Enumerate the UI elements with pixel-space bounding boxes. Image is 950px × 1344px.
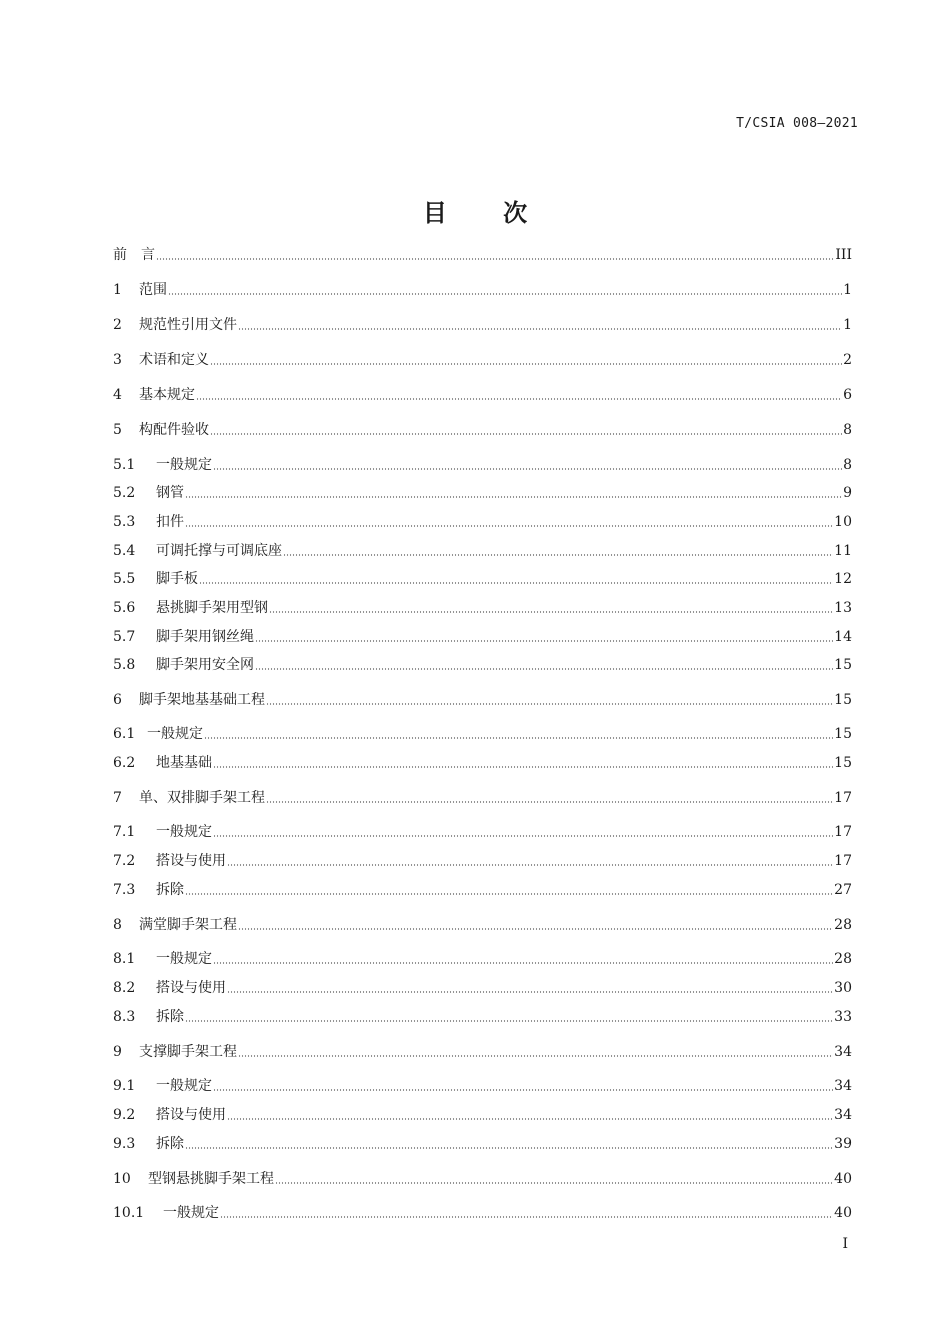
dot-leader: [199, 582, 833, 584]
dot-leader: [213, 1089, 833, 1091]
dot-leader: [168, 293, 842, 295]
toc-entry-number: 7.3: [113, 882, 136, 898]
dot-leader: [185, 496, 842, 498]
toc-entry[interactable]: [113, 978, 852, 998]
toc-entry-page: 30: [834, 980, 852, 996]
toc-entry-number: 5.7: [113, 629, 136, 645]
dot-leader: [213, 468, 842, 470]
toc-entry[interactable]: [113, 851, 852, 871]
toc-entry[interactable]: [113, 280, 852, 300]
toc-entry-page: 1: [843, 282, 852, 298]
toc-entry-title: 搭设与使用: [156, 1107, 226, 1123]
toc-entry-title: 地基基础: [156, 755, 212, 771]
toc-entry-number: 1: [113, 282, 122, 298]
toc-entry-page: 28: [834, 917, 852, 933]
toc-entry-title: 拆除: [156, 882, 184, 898]
dot-leader: [204, 737, 833, 739]
toc-entry[interactable]: [113, 822, 852, 842]
dot-leader: [213, 766, 833, 768]
toc-entry[interactable]: [113, 1007, 852, 1027]
toc-entry-page: 40: [834, 1171, 852, 1187]
toc-entry-page: 10: [834, 514, 852, 530]
toc-entry-page: 15: [834, 726, 852, 742]
toc-entry-number: 9.1: [113, 1078, 136, 1094]
toc-entry[interactable]: [113, 655, 852, 675]
dot-leader: [210, 363, 842, 365]
toc-entry[interactable]: [113, 949, 852, 969]
toc-entry[interactable]: [113, 1169, 852, 1189]
toc-entry[interactable]: [113, 1042, 852, 1062]
toc-entry[interactable]: [113, 724, 852, 744]
toc-entry-number: 8.1: [113, 951, 136, 967]
toc-entry[interactable]: [113, 315, 852, 335]
footer-page-number: I: [842, 1236, 848, 1252]
toc-entry-title: 型钢悬挑脚手架工程: [148, 1171, 274, 1187]
dot-leader: [185, 893, 833, 895]
toc-entry-page: 8: [843, 422, 852, 438]
toc-entry-title: 拆除: [156, 1136, 184, 1152]
toc-entry-page: 8: [843, 457, 852, 473]
toc-entry-number: 5.2: [113, 485, 136, 501]
toc-entry-page: 13: [834, 600, 852, 616]
toc-entry-title: 支撑脚手架工程: [139, 1044, 237, 1060]
toc-entry-page: 17: [834, 853, 852, 869]
dot-leader: [220, 1216, 833, 1218]
dot-leader: [255, 640, 833, 642]
dot-leader: [269, 611, 833, 613]
toc-entry-number: 10.1: [113, 1205, 145, 1221]
toc-entry-page: 14: [834, 629, 852, 645]
toc-entry-title: 一般规定: [156, 824, 212, 840]
toc-entry[interactable]: [113, 455, 852, 475]
dot-leader: [227, 864, 833, 866]
toc-entry-number: 9: [113, 1044, 122, 1060]
toc-entry-number: 5.5: [113, 571, 136, 587]
toc-entry[interactable]: [113, 1076, 852, 1096]
dot-leader: [275, 1182, 833, 1184]
toc-entry-title: 范围: [139, 282, 167, 298]
toc-entry[interactable]: [113, 753, 852, 773]
toc-entry[interactable]: [113, 350, 852, 370]
toc-entry-title: 满堂脚手架工程: [139, 917, 237, 933]
toc-entry-number: 7.2: [113, 853, 136, 869]
toc-entry-number: 8: [113, 917, 122, 933]
dot-leader: [238, 328, 842, 330]
dot-leader: [255, 668, 833, 670]
toc-entry-number: 5.1: [113, 457, 136, 473]
toc-entry-number: 2: [113, 317, 122, 333]
dot-leader: [266, 703, 833, 705]
toc-entry-number: 8.3: [113, 1009, 136, 1025]
dot-leader: [210, 433, 842, 435]
toc-entry-title: 扣件: [156, 514, 184, 530]
dot-leader: [227, 1118, 833, 1120]
toc-entry[interactable]: [113, 385, 852, 405]
toc-entry-title: 规范性引用文件: [139, 317, 237, 333]
dot-leader: [213, 835, 833, 837]
toc-entry-number: 5.6: [113, 600, 136, 616]
toc-entry-number: 5.8: [113, 657, 136, 673]
toc-entry[interactable]: [113, 483, 852, 503]
toc-entry-page: 17: [834, 790, 852, 806]
toc-entry-title: 搭设与使用: [156, 980, 226, 996]
toc-entry-title: 可调托撑与可调底座: [156, 543, 282, 559]
toc-entry[interactable]: [113, 598, 852, 618]
toc-entry-title: 基本规定: [139, 387, 195, 403]
toc-entry-page: 34: [834, 1044, 852, 1060]
toc-entry-title: 构配件验收: [139, 422, 209, 438]
toc-entry-page: 39: [834, 1136, 852, 1152]
toc-entry-title: 钢管: [156, 485, 184, 501]
toc-entry-number: 8.2: [113, 980, 136, 996]
dot-leader: [227, 991, 833, 993]
toc-entry-title: 脚手架地基基础工程: [139, 692, 265, 708]
toc-entry-page: 17: [834, 824, 852, 840]
toc-entry[interactable]: [113, 512, 852, 532]
toc-entry[interactable]: [113, 1105, 852, 1125]
dot-leader: [266, 801, 833, 803]
toc-entry-title: 脚手板: [156, 571, 198, 587]
toc-entry-number: 7.1: [113, 824, 136, 840]
toc-entry-page: 15: [834, 657, 852, 673]
dot-leader: [238, 1055, 833, 1057]
toc-entry-title: 拆除: [156, 1009, 184, 1025]
toc-entry-page: 33: [834, 1009, 852, 1025]
dot-leader: [196, 398, 842, 400]
dot-leader: [213, 962, 833, 964]
toc-entry-title: 脚手架用钢丝绳: [156, 629, 254, 645]
toc-entry-page: 2: [843, 352, 852, 368]
toc-entry-title: 一般规定: [156, 1078, 212, 1094]
toc-entry-page: 34: [834, 1078, 852, 1094]
toc-entry-number: 6: [113, 692, 122, 708]
toc-entry-title: 一般规定: [147, 726, 203, 742]
toc-entry-page: 11: [834, 543, 852, 559]
toc-entry[interactable]: [113, 690, 852, 710]
toc-entry[interactable]: [113, 1134, 852, 1154]
toc-entry-number: 7: [113, 790, 122, 806]
standard-code: T/CSIA 008—2021: [736, 116, 858, 131]
toc-entry-page: III: [835, 247, 852, 263]
toc-entry-title: 一般规定: [163, 1205, 219, 1221]
toc-entry-title: 悬挑脚手架用型钢: [156, 600, 268, 616]
toc-entry-number: 前 言: [113, 247, 155, 263]
toc-entry[interactable]: [113, 541, 852, 561]
toc-entry-page: 27: [834, 882, 852, 898]
toc-entry-number: 5.3: [113, 514, 136, 530]
toc-entry-page: 9: [843, 485, 852, 501]
dot-leader: [185, 525, 833, 527]
toc-entry-number: 9.2: [113, 1107, 136, 1123]
page-title: 目 次: [422, 199, 552, 227]
dot-leader: [185, 1020, 833, 1022]
toc-entry[interactable]: [113, 880, 852, 900]
toc-entry-title: 术语和定义: [139, 352, 209, 368]
toc-entry-number: 3: [113, 352, 122, 368]
dot-leader: [185, 1147, 833, 1149]
toc-entry-page: 1: [843, 317, 852, 333]
toc-entry-page: 40: [834, 1205, 852, 1221]
toc-entry-title: 一般规定: [156, 457, 212, 473]
toc-entry-number: 10: [113, 1171, 131, 1187]
toc-entry-title: 单、双排脚手架工程: [139, 790, 265, 806]
toc-entry[interactable]: [113, 627, 852, 647]
toc-entry-page: 6: [843, 387, 852, 403]
toc-entry[interactable]: [113, 245, 852, 265]
toc-entry-number: 6.1: [113, 726, 136, 742]
toc-entry-title: 搭设与使用: [156, 853, 226, 869]
toc-entry-number: 4: [113, 387, 122, 403]
dot-leader: [238, 928, 833, 930]
toc-entry[interactable]: [113, 915, 852, 935]
toc-entry-page: 12: [834, 571, 852, 587]
toc-entry-number: 5.4: [113, 543, 136, 559]
toc-entry-number: 5: [113, 422, 122, 438]
toc-entry[interactable]: [113, 420, 852, 440]
dot-leader: [156, 258, 834, 260]
toc-entry-number: 9.3: [113, 1136, 136, 1152]
toc-entry-number: 6.2: [113, 755, 136, 771]
toc-entry[interactable]: [113, 788, 852, 808]
toc-entry-title: 脚手架用安全网: [156, 657, 254, 673]
toc-entry-page: 34: [834, 1107, 852, 1123]
toc-entry-page: 28: [834, 951, 852, 967]
toc-entry-page: 15: [834, 755, 852, 771]
dot-leader: [283, 554, 833, 556]
toc-entry-page: 15: [834, 692, 852, 708]
toc-entry[interactable]: [113, 1203, 852, 1223]
toc-entry-title: 一般规定: [156, 951, 212, 967]
toc-entry[interactable]: [113, 569, 852, 589]
